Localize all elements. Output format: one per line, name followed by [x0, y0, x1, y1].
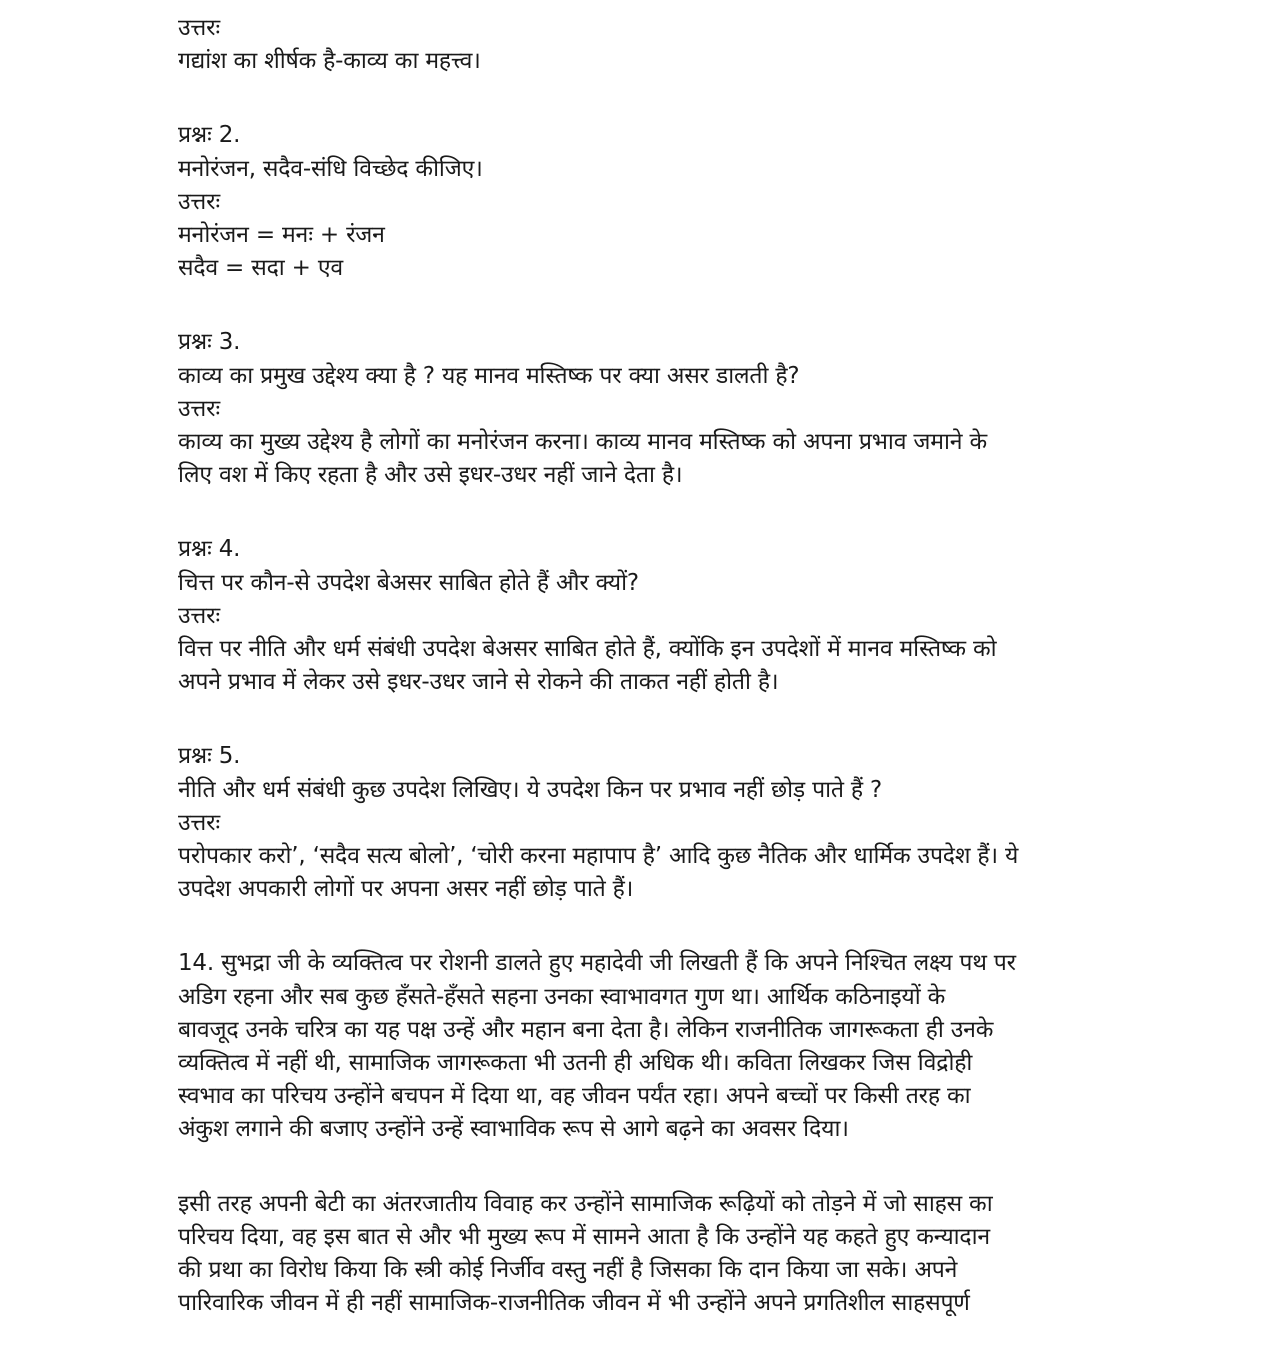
paragraph-line: परिचय दिया, वह इस बात से और भी मुख्य रूप में सामने आता है कि उन्होंने यह कहते हुए कन्यादान: [178, 1223, 990, 1250]
question-5-block: [178, 740, 1178, 906]
answer-label: उत्तरः: [178, 15, 220, 41]
question-2-block: [178, 119, 1178, 285]
answer-text: मनोरंजन = मनः + रंजन: [178, 222, 385, 249]
answer-text: गद्यांश का शीर्षक है-काव्य का महत्त्व।: [178, 48, 481, 75]
question-number: प्रश्नः 2.: [178, 122, 241, 149]
paragraph-continuation: [178, 1188, 1178, 1321]
paragraph-line: की प्रथा का विरोध किया कि स्त्री कोई निर्जीव वस्तु नहीं है जिसका कि दान किया जा सके। अपने: [178, 1257, 958, 1284]
question-text: काव्य का प्रमुख उद्देश्य क्या है ? यह मानव मस्तिष्क पर क्या असर डालती है?: [178, 362, 800, 389]
question-4-block: [178, 533, 1178, 699]
question-3-block: [178, 326, 1178, 492]
paragraph-line: स्वभाव का परिचय उन्होंने बचपन में दिया था, वह जीवन पर्यंत रहा। अपने बच्चों पर किसी तरह का: [178, 1083, 971, 1110]
answer-text: परोपकार करो’, ‘सदैव सत्य बोलो’, ‘चोरी करना महापाप है’ आदि कुछ नैतिक और धार्मिक उपदेश हैं। ये: [178, 843, 1019, 870]
paragraph-line: पारिवारिक जीवन में ही नहीं सामाजिक-राजनीतिक जीवन में भी उन्होंने अपने प्रगतिशील साहसपूर्ण: [178, 1290, 970, 1317]
answer-text: उपदेश अपकारी लोगों पर अपना असर नहीं छोड़ पाते हैं।: [178, 876, 634, 903]
answer-label: उत्तरः: [178, 809, 220, 836]
document-page: [178, 12, 1178, 1321]
question-text: नीति और धर्म संबंधी कुछ उपदेश लिखिए। ये उपदेश किन पर प्रभाव नहीं छोड़ पाते हैं ?: [178, 776, 883, 803]
spacer: [178, 1147, 1178, 1188]
paragraph-line: बावजूद उनके चरित्र का यह पक्ष उन्हें और महान बना देता है। लेकिन राजनीतिक जागरूकता ही उनके: [178, 1016, 994, 1043]
question-text: चित्त पर कौन-से उपदेश बेअसर साबित होते हैं और क्यों?: [178, 569, 639, 596]
answer-text: वित्त पर नीति और धर्म संबंधी उपदेश बेअसर साबित होते हैं, क्योंकि इन उपदेशों में मानव मस्तिष्क को: [178, 636, 997, 663]
question-1-block: [178, 12, 1178, 78]
paragraph-line: 14. सुभद्रा जी के व्यक्तित्व पर रोशनी डालते हुए महादेवी जी लिखती हैं कि अपने निश्चित लक्ष्य पथ पर: [178, 950, 1016, 977]
spacer: [178, 492, 1178, 533]
paragraph-line: अडिग रहना और सब कुछ हँसते-हँसते सहना उनका स्वाभावगत गुण था। आर्थिक कठिनाइयों के: [178, 983, 946, 1010]
paragraph-line: अंकुश लगाने की बजाए उन्होंने उन्हें स्वाभाविक रूप से आगे बढ़ने का अवसर दिया।: [178, 1116, 849, 1143]
spacer: [178, 285, 1178, 326]
paragraph-14: [178, 947, 1178, 1146]
answer-text: अपने प्रभाव में लेकर उसे इधर-उधर जाने से रोकने की ताकत नहीं होती है।: [178, 669, 779, 696]
answer-text: लिए वश में किए रहता है और उसे इधर-उधर नहीं जाने देता है।: [178, 462, 683, 489]
question-text: मनोरंजन, सदैव-संधि विच्छेद कीजिए।: [178, 155, 483, 182]
paragraph-line: व्यक्तित्व में नहीं थी, सामाजिक जागरूकता भी उतनी ही अधिक थी। कविता लिखकर जिस विद्रोही: [178, 1050, 973, 1077]
answer-label: उत्तरः: [178, 602, 220, 629]
answer-text: काव्य का मुख्य उद्देश्य है लोगों का मनोरंजन करना। काव्य मानव मस्तिष्क को अपना प्रभाव जमाने के: [178, 429, 987, 456]
question-number: प्रश्नः 3.: [178, 329, 241, 356]
question-number: प्रश्नः 4.: [178, 536, 241, 563]
answer-label: उत्तरः: [178, 395, 220, 422]
paragraph-line: इसी तरह अपनी बेटी का अंतरजातीय विवाह कर उन्होंने सामाजिक रूढ़ियों को तोड़ने में जो साहस का: [178, 1190, 993, 1217]
spacer: [178, 906, 1178, 947]
spacer: [178, 699, 1178, 740]
answer-label: उत्तरः: [178, 188, 220, 215]
question-number: प्रश्नः 5.: [178, 743, 241, 770]
answer-text: सदैव = सदा + एव: [178, 255, 343, 282]
spacer: [178, 78, 1178, 119]
